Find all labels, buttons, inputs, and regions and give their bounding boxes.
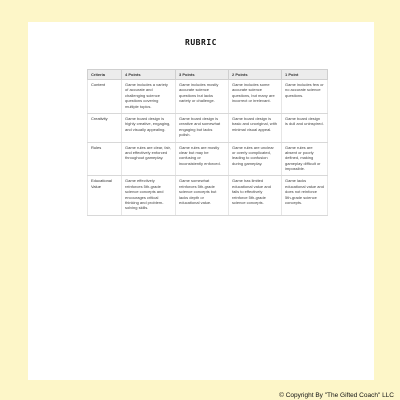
table-row-rules bbox=[88, 142, 328, 176]
cell-2-points: Game rules are unclear or overly complicated, leading to confusion during gameplay. bbox=[229, 142, 282, 176]
cell-4-points: Game board design is highly creative, engaging, and visually appealing. bbox=[122, 113, 176, 142]
cell-3-points: Game board design is creative and somewhat engaging but lacks polish. bbox=[176, 113, 229, 142]
cell-4-points: Game effectively reinforces 5th-grade science concepts and encourages critical thinking and problem-solving skills. bbox=[122, 176, 176, 215]
rubric-table bbox=[87, 69, 328, 216]
cell-2-points: Game has limited educational value and fails to effectively reinforce 5th-grade science concepts. bbox=[229, 176, 282, 215]
cell-3-points: Game rules are mostly clear but may be confusing or inconsistently enforced. bbox=[176, 142, 229, 176]
table-row-creativity bbox=[88, 113, 328, 142]
cell-3-points: Game includes mostly accurate science questions but lacks variety or challenge. bbox=[176, 80, 229, 114]
table-row-educational-value bbox=[88, 176, 328, 215]
cell-4-points: Game rules are clear, fair, and effectively enforced throughout gameplay. bbox=[122, 142, 176, 176]
header-criteria: Criteria bbox=[88, 70, 122, 80]
header-1-point: 1 Point bbox=[282, 70, 328, 80]
criteria-cell: Creativity bbox=[88, 113, 122, 142]
document-page bbox=[28, 22, 374, 380]
table-header-row bbox=[88, 70, 328, 80]
table-row-content bbox=[88, 80, 328, 114]
cell-1-point: Game rules are absent or poorly defined, making gameplay difficult or impossible. bbox=[282, 142, 328, 176]
cell-2-points: Game includes some accurate science questions, but many are incorrect or irrelevant. bbox=[229, 80, 282, 114]
cell-1-point: Game board design is dull and uninspired. bbox=[282, 113, 328, 142]
criteria-cell: Content bbox=[88, 80, 122, 114]
page-title: RUBRIC bbox=[185, 38, 217, 47]
copyright-footer: © Copyright By "The Gifted Coach" LLC bbox=[279, 392, 394, 399]
cell-2-points: Game board design is basic and unoriginal, with minimal visual appeal. bbox=[229, 113, 282, 142]
criteria-cell: Rules bbox=[88, 142, 122, 176]
criteria-cell: Educational Value bbox=[88, 176, 122, 215]
cell-4-points: Game includes a variety of accurate and challenging science questions covering multiple topics. bbox=[122, 80, 176, 114]
header-4-points: 4 Points bbox=[122, 70, 176, 80]
cell-3-points: Game somewhat reinforces 5th-grade science concepts but lacks depth or educational value. bbox=[176, 176, 229, 215]
cell-1-point: Game lacks educational value and does not reinforce 5th-grade science concepts. bbox=[282, 176, 328, 215]
header-2-points: 2 Points bbox=[229, 70, 282, 80]
header-3-points: 3 Points bbox=[176, 70, 229, 80]
cell-1-point: Game includes few or no accurate science questions. bbox=[282, 80, 328, 114]
